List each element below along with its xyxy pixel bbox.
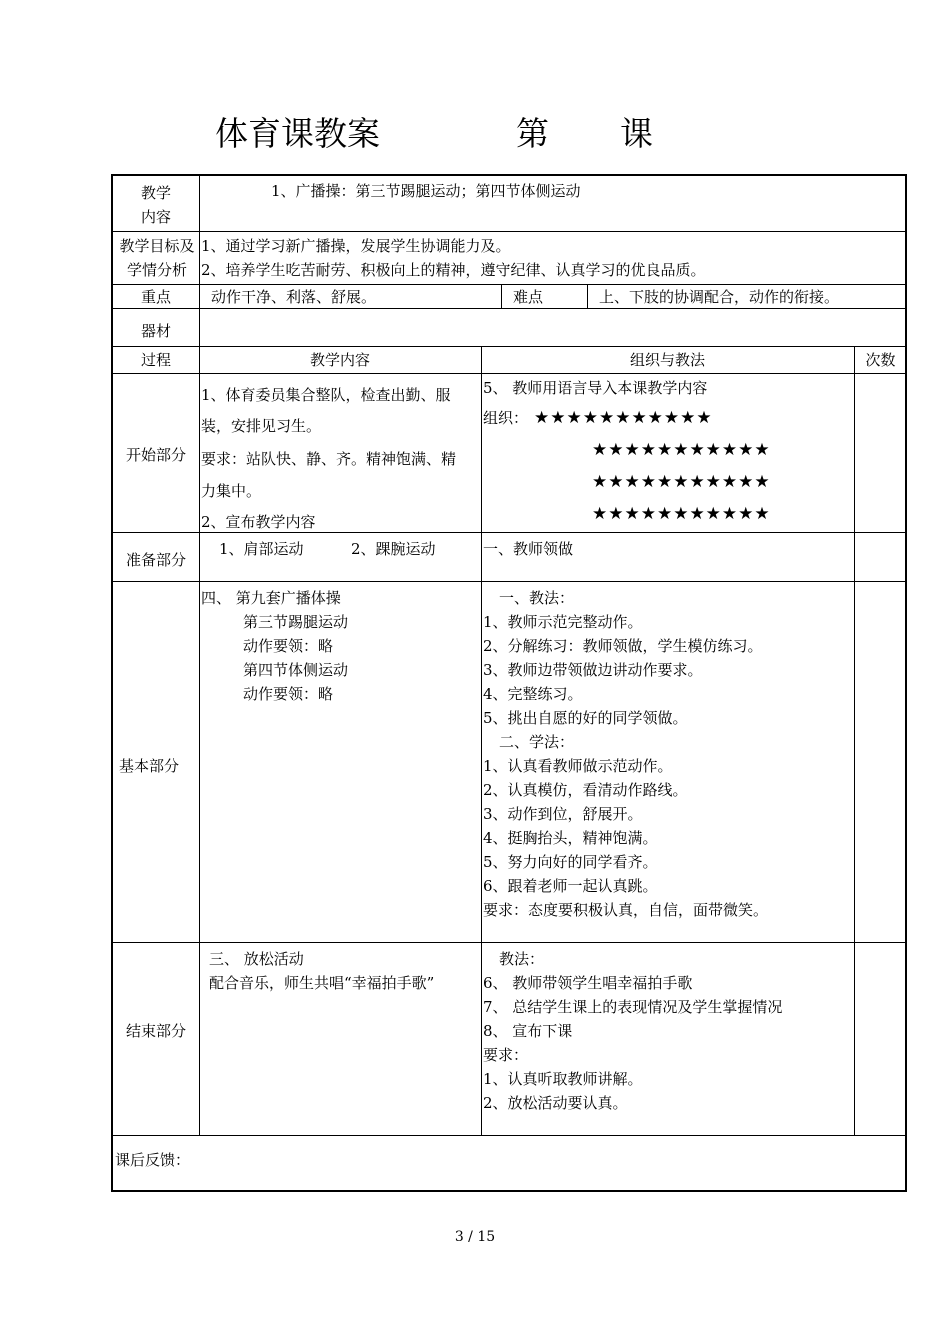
row-divider xyxy=(113,346,905,347)
prep-label: 准备部分 xyxy=(125,551,186,569)
end-label: 结束部分 xyxy=(125,1022,186,1040)
basic-content-1: 四、 第九套广播体操 xyxy=(201,589,341,607)
basic-method-5: 4、完整练习。 xyxy=(483,685,583,703)
goals-label-1: 教学目标及 xyxy=(119,237,195,255)
end-method-5: 要求： xyxy=(483,1046,529,1064)
start-method-1: 5、 教师用语言导入本课教学内容 xyxy=(483,379,708,397)
content-label-2: 内容 xyxy=(140,208,171,226)
page-number: 3 / 15 xyxy=(454,1229,496,1245)
basic-label: 基本部分 xyxy=(118,757,179,775)
row-divider xyxy=(113,231,905,232)
start-content-4: 力集中。 xyxy=(201,482,262,500)
basic-method-1: 一、教法： xyxy=(499,589,575,607)
end-method-4: 8、 宣布下课 xyxy=(483,1022,573,1040)
formation-stars-row-1: ★★★★★★★★★★★ xyxy=(534,408,713,428)
basic-method-8: 1、认真看教师做示范动作。 xyxy=(483,757,673,775)
basic-method-10: 3、动作到位，舒展开。 xyxy=(483,805,643,823)
end-content-2: 配合音乐，师生共唱“幸福拍手歌” xyxy=(209,974,435,992)
basic-content-2: 第三节踢腿运动 xyxy=(243,613,349,631)
formation-stars-row-4: ★★★★★★★★★★★ xyxy=(592,504,771,524)
start-content-1: 1、体育委员集合整队，检查出勤、服 xyxy=(201,386,451,404)
start-content-2: 装，安排见习生。 xyxy=(201,417,322,435)
row-divider xyxy=(113,1135,905,1136)
basic-method-12: 5、努力向好的同学看齐。 xyxy=(483,853,658,871)
end-method-2: 6、 教师带领学生唱幸福拍手歌 xyxy=(483,974,693,992)
title-ke: 课 xyxy=(620,114,653,153)
content-value: 1、广播操：第三节踢腿运动；第四节体侧运动 xyxy=(271,182,581,200)
start-content-5: 2、宣布教学内容 xyxy=(201,513,316,531)
row-divider xyxy=(113,942,905,943)
title-main: 体育课教案 xyxy=(215,114,380,153)
header-content: 教学内容 xyxy=(309,351,370,369)
basic-method-9: 2、认真模仿，看清动作路线。 xyxy=(483,781,688,799)
col-divider xyxy=(481,346,482,1135)
title-di: 第 xyxy=(516,114,549,153)
feedback-label: 课后反馈： xyxy=(115,1151,191,1169)
end-method-1: 教法： xyxy=(499,950,545,968)
basic-method-2: 1、教师示范完整动作。 xyxy=(483,613,643,631)
end-content-1: 三、 放松活动 xyxy=(209,950,304,968)
basic-method-7: 二、学法： xyxy=(499,733,575,751)
goals-line-2: 2、培养学生吃苦耐劳、积极向上的精神，遵守纪律、认真学习的优良品质。 xyxy=(201,261,706,279)
start-label: 开始部分 xyxy=(125,446,186,464)
goals-line-1: 1、通过学习新广播操，发展学生协调能力及。 xyxy=(201,237,511,255)
basic-method-14: 要求：态度要积极认真，自信，面带微笑。 xyxy=(483,901,769,919)
end-method-6: 1、认真听取教师讲解。 xyxy=(483,1070,643,1088)
end-method-3: 7、 总结学生课上的表现情况及学生掌握情况 xyxy=(483,998,783,1016)
basic-method-11: 4、挺胸抬头，精神饱满。 xyxy=(483,829,658,847)
start-org-label: 组织： xyxy=(483,409,529,427)
page-title xyxy=(0,112,950,162)
basic-method-13: 6、跟着老师一起认真跳。 xyxy=(483,877,658,895)
prep-item-2: 2、踝腕运动 xyxy=(351,540,436,558)
basic-method-6: 5、挑出自愿的好的同学领做。 xyxy=(483,709,688,727)
col-divider xyxy=(587,284,588,308)
header-count: 次数 xyxy=(865,351,896,369)
basic-content-3: 动作要领：略 xyxy=(243,637,334,655)
goals-label-2: 学情分析 xyxy=(126,261,187,279)
formation-stars-row-2: ★★★★★★★★★★★ xyxy=(592,440,771,460)
lesson-plan-table xyxy=(111,174,907,1192)
basic-content-5: 动作要领：略 xyxy=(243,685,334,703)
row-divider xyxy=(113,581,905,582)
key-label: 重点 xyxy=(140,288,171,306)
start-content-3: 要求：站队快、静、齐。精神饱满、精 xyxy=(201,450,457,468)
formation-stars-row-3: ★★★★★★★★★★★ xyxy=(592,472,771,492)
difficulty-label: 难点 xyxy=(513,288,544,306)
content-label-1: 教学 xyxy=(140,184,171,202)
col-divider xyxy=(854,346,855,1135)
header-process: 过程 xyxy=(140,351,171,369)
key-value: 动作干净、利落、舒展。 xyxy=(211,288,377,306)
prep-method: 一、教师领做 xyxy=(483,540,574,558)
end-method-7: 2、放松活动要认真。 xyxy=(483,1094,628,1112)
equipment-label: 器材 xyxy=(140,322,171,340)
col-divider xyxy=(199,176,200,1135)
header-method: 组织与教法 xyxy=(629,351,705,369)
basic-content-4: 第四节体侧运动 xyxy=(243,661,349,679)
basic-method-3: 2、分解练习：教师领做，学生模仿练习。 xyxy=(483,637,763,655)
row-divider xyxy=(113,373,905,374)
col-divider xyxy=(501,284,502,308)
difficulty-value: 上、下肢的协调配合，动作的衔接。 xyxy=(599,288,840,306)
prep-item-1: 1、肩部运动 xyxy=(219,540,304,558)
basic-method-4: 3、教师边带领做边讲动作要求。 xyxy=(483,661,703,679)
